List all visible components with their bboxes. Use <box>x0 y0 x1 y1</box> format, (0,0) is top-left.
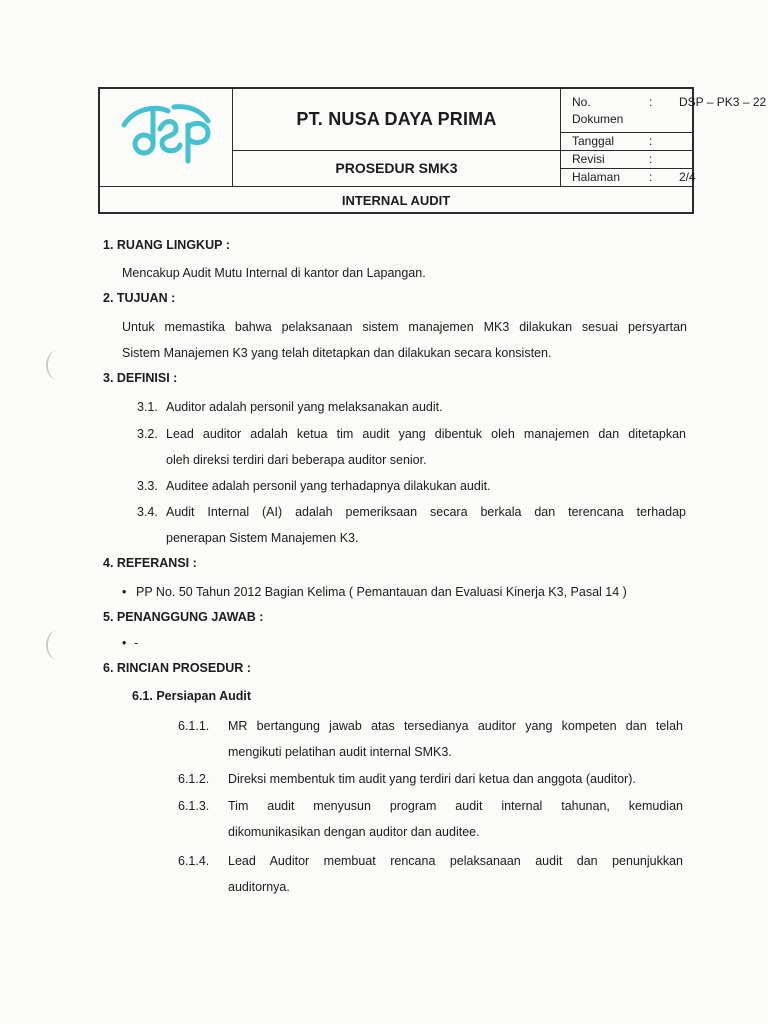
procedure-name: PROSEDUR SMK3 <box>233 150 561 186</box>
procedure-text: Direksi membentuk tim audit yang terdiri dari ketua dan anggota (auditor). <box>228 772 636 786</box>
list-number: 3.4. <box>137 505 158 519</box>
colon: : <box>649 95 653 109</box>
paragraph: Mencakup Audit Mutu Internal di kantor dan Lapangan. <box>122 266 426 280</box>
list-number: 3.1. <box>137 400 158 414</box>
section-heading: 4. REFERANSI : <box>103 556 197 570</box>
doc-no-value: DSP – PK3 – 22 <box>679 95 767 109</box>
document-meta <box>561 89 767 186</box>
paragraph-line: Untuk memastika bahwa pelaksanaan sistem manajemen MK3 dilakukan sesuai persyartan <box>122 320 687 334</box>
punch-hole-mark <box>46 630 70 660</box>
definition-text: Audit Internal (AI) adalah pemeriksaan secara berkala dan terencana terhadap <box>166 505 686 519</box>
list-number: 6.1.2. <box>178 772 210 786</box>
procedure-text: Lead Auditor membuat rencana pelaksanaan audit dan penunjukkan <box>228 854 683 868</box>
list-number: 3.3. <box>137 479 158 493</box>
definition-text: penerapan Sistem Manajemen K3. <box>166 531 359 545</box>
meta-row-tanggal <box>561 133 694 151</box>
colon: : <box>649 152 653 166</box>
procedure-text: auditornya. <box>228 880 290 894</box>
definition-text: oleh direksi terdiri dari beberapa auditor senior. <box>166 453 427 467</box>
logo-cell <box>100 89 233 186</box>
tanggal-label: Tanggal <box>572 134 615 148</box>
procedure-text: dikomunikasikan dengan auditor dan auditee. <box>228 825 480 839</box>
section-heading: 2. TUJUAN : <box>103 291 176 305</box>
revisi-label: Revisi <box>572 152 605 166</box>
doc-no-label: No. <box>572 95 591 109</box>
section-heading: 5. PENANGGUNG JAWAB : <box>103 610 264 624</box>
section-heading: 6. RINCIAN PROSEDUR : <box>103 661 251 675</box>
definition-text: Auditor adalah personil yang melaksanakan audit. <box>166 400 443 414</box>
meta-row-doc-no <box>561 89 767 133</box>
list-number: 3.2. <box>137 427 158 441</box>
section-heading: 3. DEFINISI : <box>103 371 178 385</box>
procedure-text: mengikuti pelatihan audit internal SMK3. <box>228 745 452 759</box>
procedure-text: MR bertangung jawab atas tersedianya auditor yang kompeten dan telah <box>228 719 683 733</box>
document-header <box>98 87 767 214</box>
bullet-icon: • <box>122 636 127 650</box>
company-logo <box>114 95 218 175</box>
definition-text: Auditee adalah personil yang terhadapnya dilakukan audit. <box>166 479 491 493</box>
subsection-heading: 6.1. Persiapan Audit <box>132 689 252 703</box>
meta-row-revisi <box>561 151 694 169</box>
procedure-text: Tim audit menyusun program audit internal tahunan, kemudian <box>228 799 683 813</box>
reference-item: PP No. 50 Tahun 2012 Bagian Kelima ( Pemantauan dan Evaluasi Kinerja K3, Pasal 14 ) <box>136 585 627 599</box>
company-name: PT. NUSA DAYA PRIMA <box>233 89 561 151</box>
colon: : <box>649 170 653 184</box>
list-number: 6.1.1. <box>178 719 210 733</box>
section-heading: 1. RUANG LINGKUP : <box>103 238 230 252</box>
doc-no-label-2: Dokumen <box>572 112 624 126</box>
document-title: INTERNAL AUDIT <box>100 186 692 213</box>
definition-text: Lead auditor adalah ketua tim audit yang dibentuk oleh manajemen dan ditetapkan <box>166 427 686 441</box>
halaman-label: Halaman <box>572 170 621 184</box>
colon: : <box>649 134 653 148</box>
paragraph-line: Sistem Manajemen K3 yang telah ditetapkan dan dilakukan secara konsisten. <box>122 346 552 360</box>
list-number: 6.1.3. <box>178 799 210 813</box>
list-number: 6.1.4. <box>178 854 210 868</box>
responsible-item: - <box>134 636 139 650</box>
meta-row-halaman <box>561 169 694 186</box>
halaman-value: 2/4 <box>679 170 696 184</box>
punch-hole-mark <box>46 350 70 380</box>
bullet-icon: • <box>122 585 127 599</box>
